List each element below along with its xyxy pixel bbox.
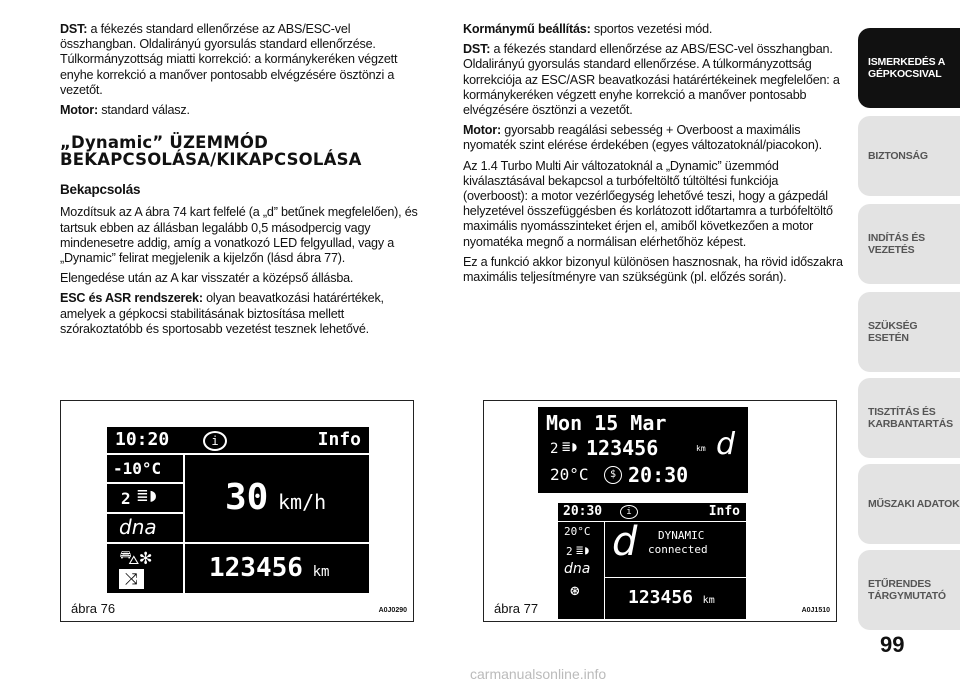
steering-text: sportos vezetési mód. xyxy=(590,22,713,36)
top-display xyxy=(538,407,748,493)
dst-label: DST: xyxy=(463,42,491,57)
right-column xyxy=(463,22,845,290)
tab-label: ETŰRENDES TÁRGYMUTATÓ xyxy=(868,578,946,602)
tab-label: MŰSZAKI ADATOK xyxy=(868,498,960,510)
top-temperature: 20°C xyxy=(550,465,589,484)
steering-label: Kormánymű beállítás: xyxy=(463,22,591,36)
tab-label: BIZTONSÁG xyxy=(868,150,928,162)
top-mode: d xyxy=(716,427,736,462)
divider xyxy=(605,577,746,578)
paragraph: Az 1.4 Turbo Multi Air változatoknál a „Dynamic” üzemmód kiválasztásával bekapcsol a turbófeltöltő túltöltési funkciója (overboost): a motor vezérlőegység lehetővé teszi, hogy a gázpedál helyzetével összefüggésben és korlátozott időtartamra a turbófeltöltő maximális nyomásszinteket érjen el, amiből következően a motor nyomatéka megnő a normálisan elérhetőhöz képest. xyxy=(463,158,833,249)
tab-technical-data[interactable] xyxy=(858,464,960,544)
divider xyxy=(107,453,369,455)
motor-label: Motor: xyxy=(463,123,501,138)
display-time: 20:30 xyxy=(563,504,603,519)
divider xyxy=(558,521,746,522)
dna-label: dna xyxy=(564,561,591,577)
mode-line-1: DYNAMIC xyxy=(658,529,705,542)
steering-paragraph xyxy=(463,22,845,37)
figure-76 xyxy=(60,400,414,622)
dna-label: dna xyxy=(119,515,157,539)
odometer-unit: km xyxy=(702,595,715,606)
dst-paragraph xyxy=(60,22,428,98)
esc-paragraph xyxy=(60,291,428,337)
divider xyxy=(604,522,605,619)
tab-getting-to-know[interactable] xyxy=(858,28,960,108)
watermark: carmanualsonline.info xyxy=(470,666,607,682)
odometer-value: 123456 xyxy=(628,587,694,608)
car-ice-icon: ⛍✻ xyxy=(119,545,152,569)
speed-value: 30 xyxy=(225,477,269,518)
tab-emergency[interactable] xyxy=(858,292,960,372)
motor-paragraph xyxy=(60,103,428,118)
headlight-icon: ≣◗ xyxy=(562,439,579,455)
paragraph: Ez a funkció akkor bizonyul különösen hasznosnak, ha rövid időszakra maximális teljesítményre van szükségünk (pl. előzés során). xyxy=(463,254,843,285)
tab-maintenance[interactable] xyxy=(858,378,960,458)
tab-label: SZÜKSÉG ESETÉN xyxy=(868,320,918,344)
instrument-display xyxy=(107,427,369,593)
page-number: 99 xyxy=(880,632,905,657)
tab-label: INDÍTÁS ÉS VEZETÉS xyxy=(868,232,925,256)
paragraph: Mozdítsuk az A ábra 74 kart felfelé (a „d” betűnek megfelelően), és tartsuk ebben az állásban legalább 0,5 másodpercig vagy mindenesetre addig, amíg a vonatkozó LED felgyullad, vagy a „Dynamic” felirat megjelenik a kijelzőn (lásd ábra 77). xyxy=(60,205,418,266)
top-date: Mon 15 Mar xyxy=(546,411,667,435)
top-odometer: 123456 xyxy=(586,436,659,460)
top-odometer-unit: km xyxy=(696,444,706,453)
tab-safety[interactable] xyxy=(858,116,960,196)
service-icon: $ xyxy=(604,466,622,484)
paragraph: Elengedése után az A kar visszatér a középső állásba. xyxy=(60,271,354,286)
display-time: 10:20 xyxy=(115,429,170,450)
dst-text: a fékezés standard ellenőrzése az ABS/ESC-vel összhangban. Oldalirányú gyorsulás standard ellenőrzése. Túlkormányzottság miatti korrekció: a kormánykeréken végzett enyhe korrekció a manőver pontosabb elvégzésére ösztönzi a vezetőt. xyxy=(60,22,398,97)
motor-paragraph xyxy=(463,123,845,153)
dst-label: DST: xyxy=(60,22,88,36)
odometer-unit: km xyxy=(312,564,330,580)
dst-paragraph xyxy=(463,42,845,118)
figure-code: A0J0290 xyxy=(378,607,407,614)
motor-text: gyorsabb reagálási sebesség + Overboost a maximális nyomaték szint elérése érdekében (egyes változatoknál/piacokon). xyxy=(463,123,822,153)
divider xyxy=(183,455,185,593)
figure-caption: ábra 77 xyxy=(494,601,539,616)
info-icon: i xyxy=(620,505,638,519)
esc-text: olyan beavatkozási határértékek, amelyek a gépkocsi stabilitásának biztosítása mellett szórakoztatóbb és sportosabb vezetést tesznek lehetővé. xyxy=(60,291,384,336)
divider xyxy=(107,542,183,544)
figure-caption: ábra 76 xyxy=(71,601,116,616)
skid-icon: ⤨ xyxy=(119,569,144,589)
display-temperature: -10°C xyxy=(113,459,162,478)
motor-label: Motor: xyxy=(60,103,98,118)
figure-code: A0J1510 xyxy=(801,607,830,614)
instrument-display xyxy=(558,503,746,619)
display-gear: 2 xyxy=(566,545,573,558)
display-odometer xyxy=(209,553,329,583)
display-speed xyxy=(225,477,326,518)
top-time: 20:30 xyxy=(628,463,689,487)
motor-text: standard válasz. xyxy=(97,103,190,118)
odometer-value: 123456 xyxy=(209,553,303,583)
divider xyxy=(185,542,369,544)
esc-label: ESC és ASR rendszerek: xyxy=(60,291,203,306)
display-gear: 2 xyxy=(121,489,131,508)
divider xyxy=(107,482,183,484)
tab-starting-driving[interactable] xyxy=(858,204,960,284)
mode-line-2: connected xyxy=(648,543,708,556)
display-odometer xyxy=(628,587,715,608)
section-heading: „Dynamic” ÜZEMMÓD BEKAPCSOLÁSA/KIKAPCSOLÁSA xyxy=(60,133,362,170)
speed-unit: km/h xyxy=(278,490,327,514)
tab-label: ISMERKEDÉS A GÉPKOCSIVAL xyxy=(868,56,945,80)
steering-wheel-icon: ⊛ xyxy=(570,581,580,600)
display-info-label: Info xyxy=(317,429,361,450)
tab-label: TISZTÍTÁS ÉS KARBANTARTÁS xyxy=(868,406,953,430)
dst-text: a fékezés standard ellenőrzése az ABS/ESC-vel összhangban. Oldalirányú gyorsulás standard ellenőrzése. A túlkormányzottság korrekciója az ESC/ASR beavatkozási határértékeinek megfelelően: a kormánykeréken végzett enyhe korrekció a manőver pontosabb elvégzésére ösztönzi a vezetőt. xyxy=(463,42,840,118)
left-column xyxy=(60,22,428,342)
divider xyxy=(107,512,183,514)
subheading: Bekapcsolás xyxy=(60,182,141,198)
figure-77 xyxy=(483,400,837,622)
info-icon: i xyxy=(203,431,227,451)
headlight-icon: ≣◗ xyxy=(576,543,591,557)
headlight-icon: ≣◗ xyxy=(137,485,159,506)
top-gear: 2 xyxy=(550,441,559,457)
display-info-label: Info xyxy=(708,504,740,519)
tab-index[interactable] xyxy=(858,550,960,630)
display-temperature: 20°C xyxy=(564,525,591,538)
mode-letter: d xyxy=(612,519,638,565)
